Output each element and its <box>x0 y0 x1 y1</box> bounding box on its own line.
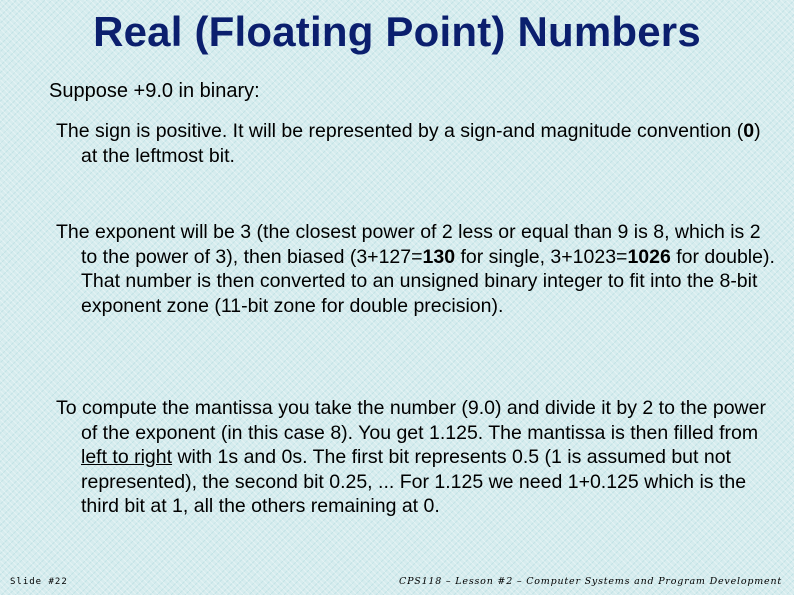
single-bias-value: 130 <box>422 245 456 268</box>
slide-number: Slide #22 <box>10 577 68 587</box>
mantissa-paragraph <box>56 396 781 519</box>
slide-title: Real (Floating Point) Numbers <box>93 8 701 55</box>
sign-text-1: The sign is positive. It will be represented by a sign-and magnitude convention ( <box>56 120 744 142</box>
sign-paragraph <box>56 119 781 168</box>
exponent-paragraph <box>56 220 781 318</box>
course-footer: CPS118 – Lesson #2 – Computer Systems and Program Development <box>399 576 782 587</box>
exponent-text-2: for single, 3+1023= <box>455 245 628 268</box>
exponent-text-1: The exponent will be 3 (the closest power of 2 less or equal than 9 is 8, which is 2 to the power of 3), then biased (3+127= <box>56 221 761 268</box>
exponent-text-3: for double). That number is then converted to an unsigned binary integer to fit into the 8-bit exponent zone (11-bit zone for double precision). <box>81 245 775 317</box>
double-bias-value: 1026 <box>627 245 671 268</box>
sign-text-2: ) at the leftmost bit. <box>81 120 761 167</box>
left-to-right-underlined: left to right <box>81 446 173 468</box>
intro-text: Suppose +9.0 in binary: <box>49 80 260 102</box>
sign-bit-value: 0 <box>743 120 755 142</box>
mantissa-text-2: with 1s and 0s. The first bit represents 0.5 (1 is assumed but not represented), the second bit 0.25, ... For 1.125 we need 1+0.125 which is the third bit at 1, all the others remaining at 0. <box>81 446 747 517</box>
mantissa-text-1: To compute the mantissa you take the number (9.0) and divide it by 2 to the power of the exponent (in this case 8). You get 1.125. The mantissa is then filled from <box>56 397 766 444</box>
